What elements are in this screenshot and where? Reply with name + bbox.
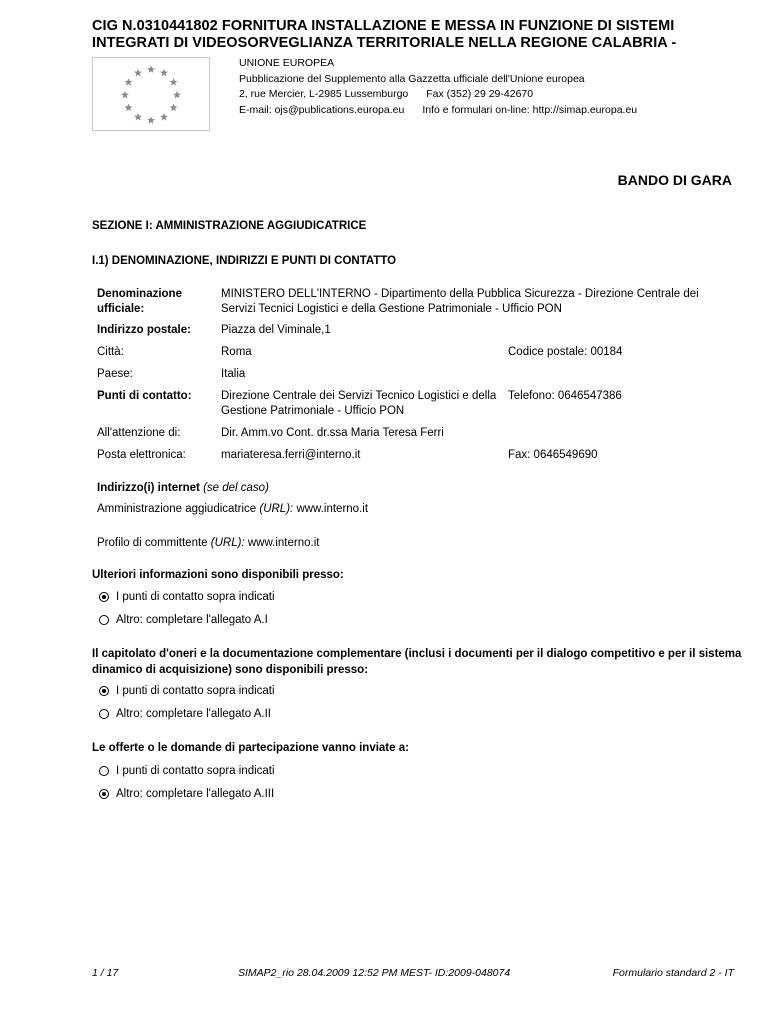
- q3-option-other[interactable]: [99, 788, 274, 800]
- contact-value: Dir. Amm.vo Cont. dr.ssa Maria Teresa Ferri: [221, 427, 444, 439]
- profilo-url-row: [97, 537, 319, 549]
- q1-option-contacts[interactable]: [99, 591, 275, 603]
- star-icon: [147, 65, 155, 73]
- radio-label: Altro: completare l'allegato A.III: [116, 788, 275, 800]
- star-icon: [134, 113, 142, 121]
- profilo-url-label: Profilo di committente: [97, 537, 208, 549]
- page-title: CIG N.0310441802 FORNITURA INSTALLAZIONE E MESSA IN FUNZIONE DI SISTEMI INTEGRATI DI VIDEOSORVEGLIANZA TERRITORIALE NELLA REGIONE CALABRIA -: [92, 18, 677, 51]
- contact-label: Paese:: [97, 368, 133, 380]
- q1-option-other[interactable]: [99, 614, 268, 626]
- radio-button[interactable]: [99, 709, 109, 719]
- eu-publication: Pubblicazione del Supplemento alla Gazzetta ufficiale dell'Unione europea: [239, 72, 585, 85]
- q3-heading: Le offerte o le domande di partecipazione vanno inviate a:: [92, 742, 409, 754]
- eu-name: UNIONE EUROPEA: [239, 57, 335, 69]
- q2-option-other[interactable]: [99, 708, 271, 720]
- admin-url-row: [97, 503, 368, 515]
- internet-heading: Indirizzo(i) internet: [97, 482, 200, 494]
- section-heading: SEZIONE I: AMMINISTRAZIONE AGGIUDICATRICE: [92, 220, 367, 232]
- star-icon: [134, 69, 142, 77]
- q3-option-contacts[interactable]: [99, 765, 275, 777]
- admin-url-label: Amministrazione aggiudicatrice: [97, 503, 257, 515]
- doc-type: BANDO DI GARA: [617, 172, 732, 188]
- star-icon: [173, 91, 181, 99]
- radio-button-checked[interactable]: [99, 686, 109, 696]
- radio-button-checked[interactable]: [99, 789, 109, 799]
- contact-label: All'attenzione di:: [97, 427, 181, 439]
- star-icon: [160, 113, 168, 121]
- contact-value: MINISTERO DELL'INTERNO - Dipartimento della Pubblica Sicurezza - Direzione Centrale dei Servizi Tecnici Logistici e della Gestione Patrimoniale - Ufficio PON: [221, 288, 699, 315]
- star-icon: [170, 78, 178, 86]
- contact-label: Punti di contatto:: [97, 390, 192, 402]
- eu-email: E-mail: ojs@publications.europa.eu: [239, 103, 405, 116]
- radio-label: Altro: completare l'allegato A.II: [116, 708, 271, 720]
- eu-address: 2, rue Mercier, L-2985 Lussemburgo: [239, 88, 409, 100]
- contact-label: Indirizzo postale:: [97, 324, 191, 336]
- contact-value: Piazza del Viminale,1: [221, 324, 331, 336]
- q2-option-contacts[interactable]: [99, 685, 275, 697]
- footer-doc-id: SIMAP2_rio 28.04.2009 12:52 PM MEST- ID:2009-048074: [238, 967, 511, 979]
- star-icon: [160, 69, 168, 77]
- contact-label: Denominazione ufficiale:: [97, 288, 182, 315]
- star-icon: [147, 116, 155, 124]
- contact-label: Città:: [97, 346, 124, 358]
- star-icon: [121, 91, 129, 99]
- radio-label: I punti di contatto sopra indicati: [116, 765, 275, 777]
- codice-postale: Codice postale: 00184: [508, 346, 623, 358]
- radio-label: I punti di contatto sopra indicati: [116, 591, 275, 603]
- contact-value: Roma: [221, 346, 252, 358]
- contact-value: Direzione Centrale dei Servizi Tecnico Logistici e della Gestione Patrimoniale - Ufficio PON: [221, 390, 497, 417]
- eu-address-row: [239, 87, 637, 103]
- eu-fax: Fax (352) 29 29-42670: [426, 88, 534, 100]
- profilo-url-suffix: (URL):: [210, 537, 245, 549]
- footer-page-number: 1 / 17: [92, 967, 119, 979]
- radio-label: Altro: completare l'allegato A.I: [116, 614, 268, 626]
- fax: Fax: 0646549690: [508, 449, 598, 461]
- star-icon: [124, 78, 132, 86]
- radio-label: I punti di contatto sopra indicati: [116, 685, 275, 697]
- q1-heading: Ulteriori informazioni sono disponibili presso:: [92, 569, 344, 581]
- q2-heading: Il capitolato d'oneri e la documentazione complementare (inclusi i documenti per il dialogo competitivo e per il sistema dinamico di acquisizione) sono disponibili presso:: [92, 648, 742, 676]
- internet-heading-row: [97, 482, 269, 494]
- eu-email-row: [239, 103, 637, 119]
- footer-form-name: Formulario standard 2 - IT: [612, 967, 734, 979]
- radio-button-checked[interactable]: [99, 592, 109, 602]
- telefono: Telefono: 0646547386: [508, 390, 622, 402]
- contact-value: Italia: [221, 368, 246, 380]
- internet-heading-note: (se del caso): [203, 482, 269, 494]
- radio-button[interactable]: [99, 766, 109, 776]
- contact-email[interactable]: mariateresa.ferri@interno.it: [221, 449, 361, 461]
- contact-label: Posta elettronica:: [97, 449, 186, 461]
- profilo-url-link[interactable]: www.interno.it: [247, 537, 320, 549]
- radio-button[interactable]: [99, 615, 109, 625]
- admin-url-suffix: (URL):: [259, 503, 294, 515]
- eu-info-link[interactable]: Info e formulari on-line: http://simap.europa.eu: [422, 103, 638, 116]
- star-icon: [170, 104, 178, 112]
- sub-section-heading: I.1) DENOMINAZIONE, INDIRIZZI E PUNTI DI CONTATTO: [92, 255, 397, 267]
- admin-url-link[interactable]: www.interno.it: [296, 503, 369, 515]
- eu-flag-icon: [92, 57, 210, 131]
- eu-info-block: [239, 56, 637, 118]
- star-icon: [124, 104, 132, 112]
